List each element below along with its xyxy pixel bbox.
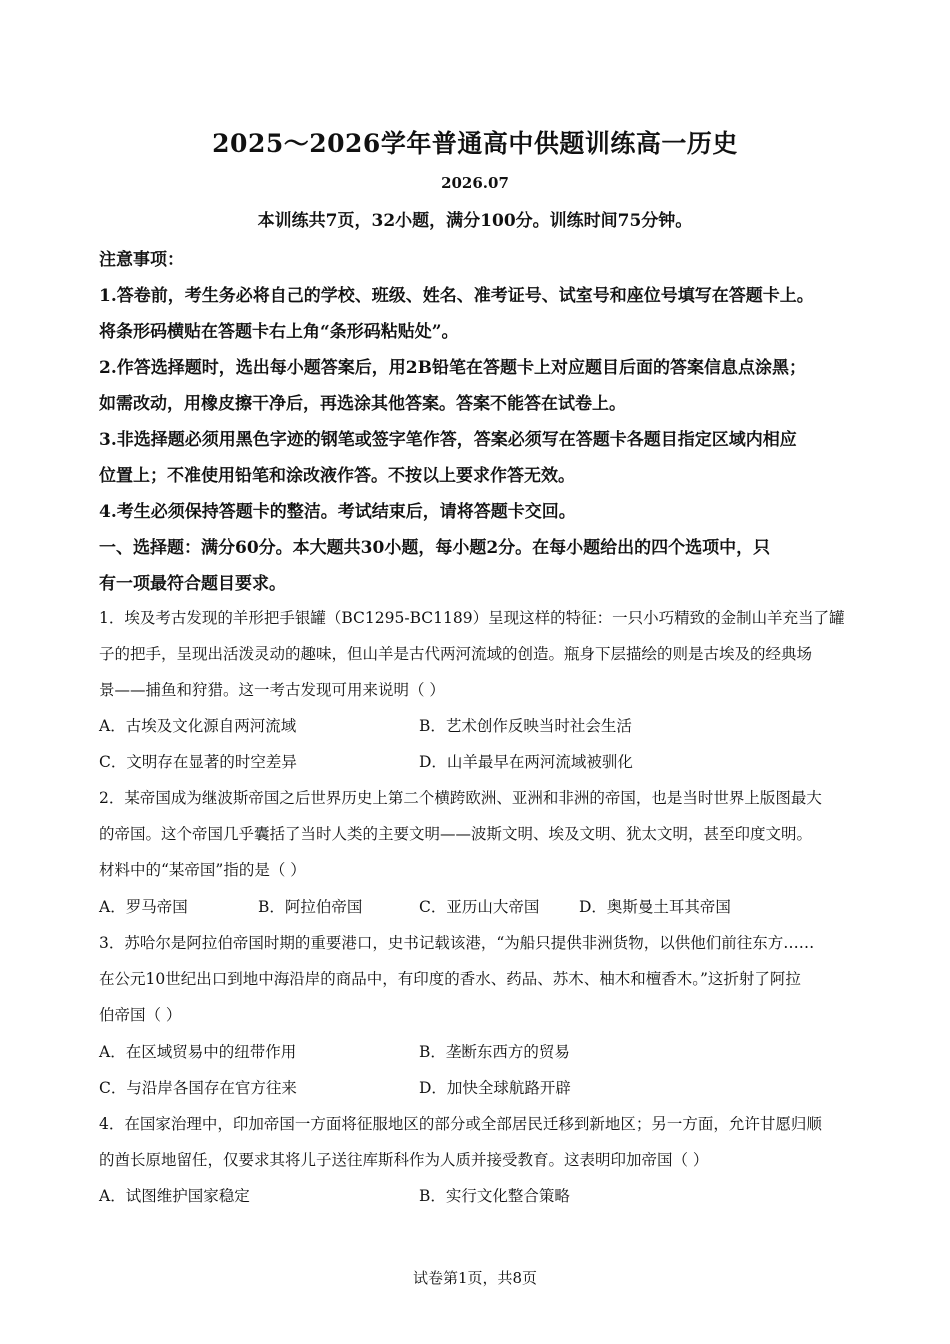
question-3-option-a: A．在区域贸易中的纽带作用 <box>99 1043 297 1061</box>
section-heading: 一、选择题：满分60分。本大题共30小题，每小题2分。在每小题给出的四个选项中，只 <box>99 538 771 558</box>
notice-line: 如需改动，用橡皮擦干净后，再选涂其他答案。答案不能答在试卷上。 <box>99 394 626 414</box>
section-heading: 有一项最符合题目要求。 <box>99 574 286 594</box>
question-1-option-b: B．艺术创作反映当时社会生活 <box>419 717 632 735</box>
notice-line: 2.作答选择题时，选出每小题答案后，用2B铅笔在答题卡上对应题目后面的答案信息点涂黑； <box>99 358 806 378</box>
exam-date: 2026.07 <box>441 174 509 192</box>
question-4-option-b: B．实行文化整合策略 <box>419 1187 570 1205</box>
question-2-option-d: D．奥斯曼土耳其帝国 <box>579 898 731 916</box>
question-2-line: 的帝国。这个帝国几乎囊括了当时人类的主要文明——波斯文明、埃及文明、犹太文明，甚至印度文明。 <box>99 825 813 843</box>
question-1-option-c: C．文明存在显著的时空差异 <box>99 753 297 771</box>
page-footer: 试卷第1页，共8页 <box>412 1269 538 1287</box>
question-4-line: 的酋长原地留任，仅要求其将儿子送往库斯科作为人质并接受教育。这表明印加帝国（ ） <box>99 1151 709 1169</box>
notice-line: 4.考生必须保持答题卡的整洁。考试结束后，请将答题卡交回。 <box>99 502 576 522</box>
exam-title: 2025～2026学年普通高中供题训练高一历史 <box>212 129 738 158</box>
question-4-line: 4．在国家治理中，印加帝国一方面将征服地区的部分或全部居民迁移到新地区；另一方面，允许甘愿归顺 <box>99 1115 822 1133</box>
notice-line: 位置上；不准使用铅笔和涂改液作答。不按以上要求作答无效。 <box>99 466 575 486</box>
exam-info: 本训练共7页，32小题，满分100分。训练时间75分钟。 <box>257 211 693 231</box>
question-2-line: 2．某帝国成为继波斯帝国之后世界历史上第二个横跨欧洲、亚洲和非洲的帝国，也是当时世界上版图最大 <box>99 789 822 807</box>
notice-line: 将条形码横贴在答题卡右上角“条形码粘贴处”。 <box>99 322 459 342</box>
notice-line: 3.非选择题必须用黑色字迹的钢笔或签字笔作答，答案必须写在答题卡各题目指定区域内相应 <box>99 430 797 450</box>
question-3-line: 3．苏哈尔是阿拉伯帝国时期的重要港口，史书记载该港，“为船只提供非洲货物，以供他们前往东方…… <box>99 934 815 952</box>
question-3-option-b: B．垄断东西方的贸易 <box>419 1043 570 1061</box>
question-2-option-c: C．亚历山大帝国 <box>419 898 540 916</box>
question-1-option-d: D．山羊最早在两河流域被驯化 <box>419 753 633 771</box>
notice-heading: 注意事项： <box>99 250 184 270</box>
question-1-line: 子的把手，呈现出活泼灵动的趣味，但山羊是古代两河流域的创造。瓶身下层描绘的则是古埃及的经典场 <box>99 645 813 663</box>
question-3-option-c: C．与沿岸各国存在官方往来 <box>99 1079 297 1097</box>
question-1-option-a: A．古埃及文化源自两河流域 <box>99 717 297 735</box>
question-3-line: 在公元10世纪出口到地中海沿岸的商品中，有印度的香水、药品、苏木、柚木和檀香木。”这折射了阿拉 <box>99 970 801 988</box>
question-3-option-d: D．加快全球航路开辟 <box>419 1079 571 1097</box>
question-1-line: 景——捕鱼和狩猎。这一考古发现可用来说明（ ） <box>99 681 445 699</box>
notice-line: 1.答卷前，考生务必将自己的学校、班级、姓名、准考证号、试室号和座位号填写在答题卡上。 <box>99 286 814 306</box>
question-3-line: 伯帝国（ ） <box>99 1006 182 1024</box>
question-2-option-a: A．罗马帝国 <box>99 898 188 916</box>
question-1-line: 1．埃及考古发现的羊形把手银罐（BC1295-BC1189）呈现这样的特征：一只小巧精致的金制山羊充当了罐 <box>99 609 845 627</box>
question-2-option-b: B．阿拉伯帝国 <box>258 898 363 916</box>
question-4-option-a: A．试图维护国家稳定 <box>99 1187 250 1205</box>
question-2-line: 材料中的“某帝国”指的是（ ） <box>99 861 306 879</box>
